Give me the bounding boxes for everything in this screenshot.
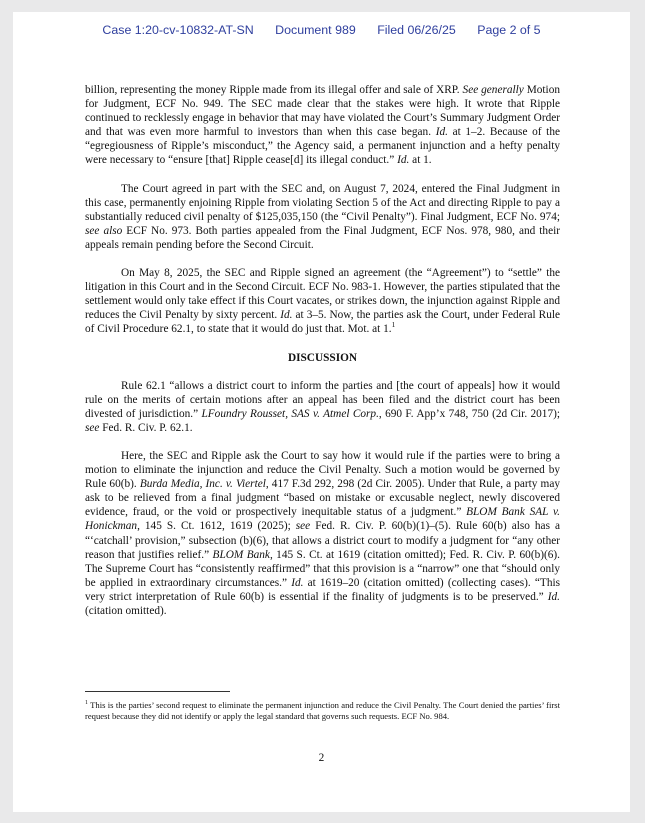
page-count: Page 2 of 5 <box>477 23 541 37</box>
paragraph-2: The Court agreed in part with the SEC and, on August 7, 2024, entered the Final Judgment in this case, permanently enjoining Ripple from violating Section 5 of the Act and directing Ripple to pay a substantially reduced civil penalty of $125,035,150 (the “Civil Penalty”). Final Judgment, ECF No. 974; see also ECF No. 973. Both parties appealed from the Final Judgment, ECF Nos. 978, 980, and their appeals remain pending before the Second Circuit. <box>85 182 560 251</box>
paragraph-1: billion, representing the money Ripple made from its illegal offer and sale of XRP. See generally Motion for Judgment, ECF No. 949. The SEC made clear that the stakes were high. It wrote that Ripple continued to recklessly engage in behavior that may have violated the Court’s Summary Judgment Order and that was even more harmful to investors than when this case began. Id. at 1–2. Because of the “egregiousness of Ripple’s misconduct,” the Agency said, a permanent injunction and a hefty penalty were necessary to “ensure [that] Ripple cease[d] its illegal conduct.” Id. at 1. <box>85 84 560 167</box>
document-number: Document 989 <box>275 23 356 37</box>
footnote-marker: 1 <box>391 320 396 330</box>
paragraph-4: Rule 62.1 “allows a district court to inform the parties and [the court of appeals] how it would rule on the merits of certain motions after an appeal has been filed and the district court has been divested of jurisdiction.” LFoundry Rousset, SAS v. Atmel Corp., 690 F. App’x 748, 750 (2d Cir. 2017); see Fed. R. Civ. P. 62.1. <box>85 379 561 434</box>
filed-date: Filed 06/26/25 <box>377 23 456 37</box>
footnote-text: This is the parties’ second request to eliminate the permanent injunction and reduce the Civil Penalty. The Court denied the parties’ first request because they did not identify or apply the legal standard that governs such requests. ECF No. 984. <box>85 700 560 722</box>
document-page <box>13 12 630 812</box>
paragraph-3: On May 8, 2025, the SEC and Ripple signed an agreement (the “Agreement”) to “settle” the litigation in this Court and in the Second Circuit. ECF No. 983-1. However, the parties stipulated that the settlement would only take effect if this Court vacates, or strikes down, the injunction against Ripple and reduces the Civil Penalty by sixty percent. Id. at 3–5. Now, the parties ask the Court, under Federal Rule of Civil Procedure 62.1, to state that it would do just that. Mot. at 1.$^1$ <box>85 267 560 336</box>
paragraph-5: Here, the SEC and Ripple ask the Court to say how it would rule if the parties were to bring a motion to eliminate the injunction and reduce the Civil Penalty. Such a motion would be governed by Rule 60(b). Burda Media, Inc. v. Viertel, 417 F.3d 292, 298 (2d Cir. 2005). Under that Rule, a party may ask to be relieved from a final judgment “based on mistake or excusable neglect, newly discovered evidence, fraud, or the void or prospectively inequitable status of a judgment.” BLOM Bank SAL v. Honickman, 145 S. Ct. 1612, 1619 (2025); see Fed. R. Civ. P. 60(b)(1)–(5). Rule 60(b) also has a “‘catchall’ provision,” subsection (b)(6), that allows a district court to modify a judgment for “any other reason that justifies relief.” BLOM Bank, 145 S. Ct. at 1619 (citation omitted); Fed. R. Civ. P. 60(b)(6). The Supreme Court has “consistently reaffirmed” that this provision is a “narrow” one that “should only be applied in extraordinary circumstances.” Id. at 1619–20 (citation omitted) (collecting cases). “This very strict interpretation of Rule 60(b) is essential if the finality of judgments is to be preserved.” Id. (citation omitted). <box>85 449 561 617</box>
footnote-number: 1 <box>85 700 88 707</box>
document-body <box>85 83 560 618</box>
footnote <box>85 700 560 722</box>
case-number: Case 1:20-cv-10832-AT-SN <box>102 23 254 37</box>
section-heading: DISCUSSION <box>287 351 358 364</box>
ecf-header <box>13 23 630 37</box>
footnote-divider <box>85 691 230 692</box>
page-number: 2 <box>318 752 325 764</box>
